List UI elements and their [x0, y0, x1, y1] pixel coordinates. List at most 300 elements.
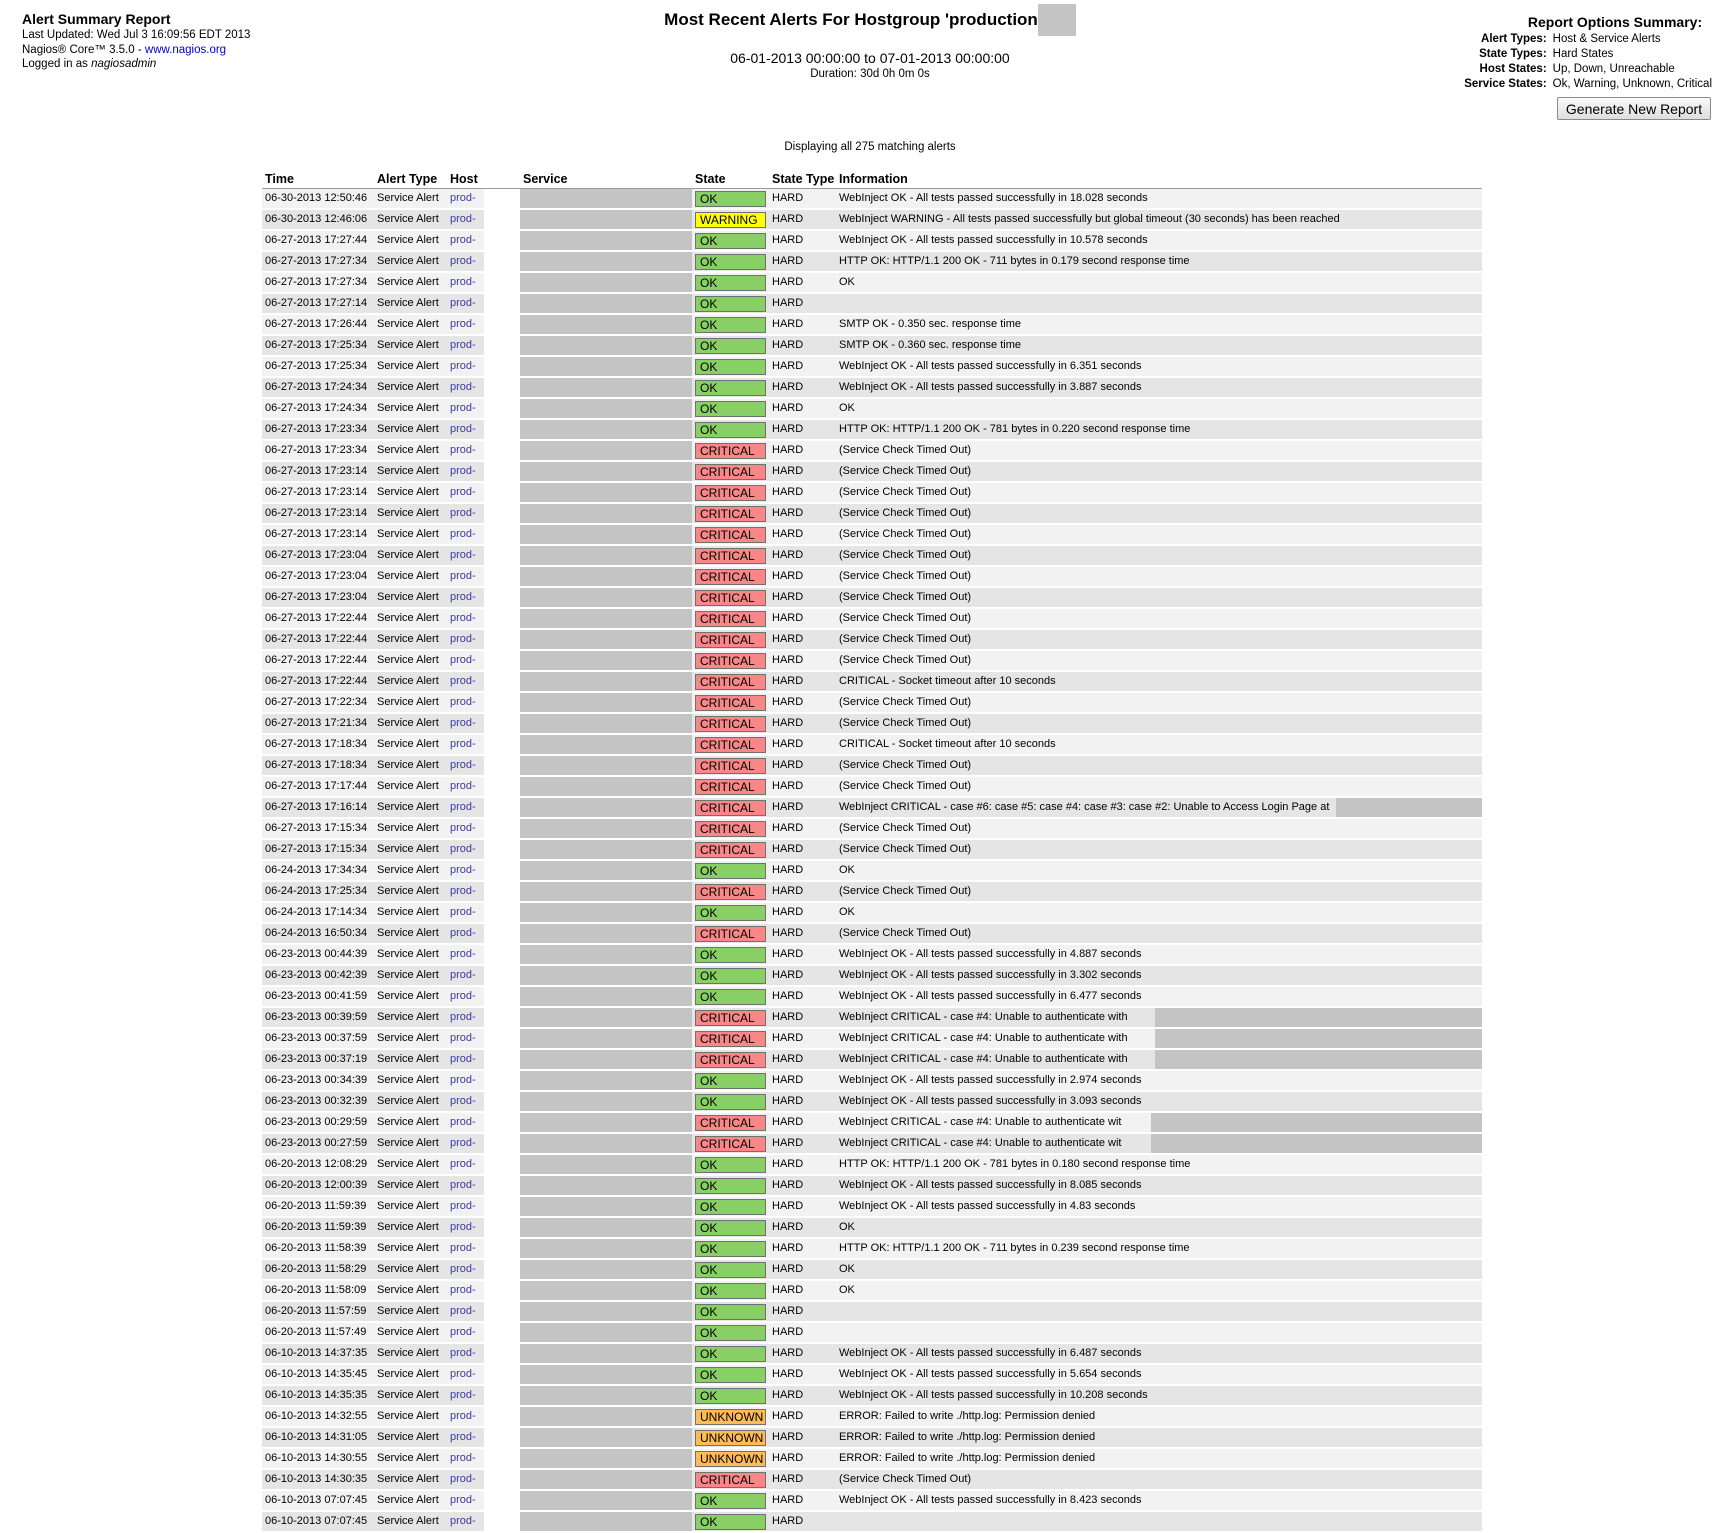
option-value: Hard States: [1552, 48, 1614, 60]
cell-service-redacted[interactable]: [520, 1322, 692, 1343]
cell-gap: [484, 797, 520, 818]
cell-host-link[interactable]: prod-: [447, 629, 484, 650]
cell-state-type: HARD: [769, 377, 836, 398]
state-badge: OK: [695, 296, 766, 312]
cell-host-link[interactable]: prod-: [447, 1196, 484, 1217]
cell-host-link[interactable]: prod-: [447, 377, 484, 398]
state-badge: OK: [695, 1388, 766, 1404]
redacted-block: [1155, 1008, 1482, 1027]
cell-alert-type: Service Alert: [374, 356, 447, 377]
cell-host-link[interactable]: prod-: [447, 776, 484, 797]
cell-host-link[interactable]: prod-: [447, 797, 484, 818]
cell-time: 06-27-2013 17:21:34: [262, 713, 374, 734]
cell-time: 06-27-2013 17:24:34: [262, 377, 374, 398]
cell-service-redacted[interactable]: [520, 440, 692, 461]
col-service[interactable]: Service: [520, 170, 692, 189]
cell-service-redacted[interactable]: [520, 944, 692, 965]
state-badge: OK: [695, 191, 766, 207]
cell-service-redacted[interactable]: [520, 923, 692, 944]
cell-host-link[interactable]: prod-: [447, 650, 484, 671]
cell-host-link[interactable]: prod-: [447, 335, 484, 356]
cell-service-redacted[interactable]: [520, 1028, 692, 1049]
cell-host-link[interactable]: prod-: [447, 1301, 484, 1322]
state-badge: CRITICAL: [695, 611, 766, 627]
cell-service-redacted[interactable]: [520, 755, 692, 776]
cell-state-type: HARD: [769, 461, 836, 482]
information-text: WebInject OK - All tests passed successfully in 4.887 seconds: [839, 948, 1142, 960]
cell-gap: [484, 1385, 520, 1406]
cell-gap: [484, 860, 520, 881]
cell-information: [836, 272, 1482, 293]
cell-service-redacted[interactable]: [520, 776, 692, 797]
cell-state: [692, 272, 769, 293]
table-row: [262, 272, 1482, 293]
cell-gap: [484, 461, 520, 482]
cell-service-redacted[interactable]: [520, 189, 692, 210]
table-row: [262, 1070, 1482, 1091]
table-row: [262, 650, 1482, 671]
table-row: [262, 293, 1482, 314]
cell-service-redacted[interactable]: [520, 1259, 692, 1280]
cell-state-type: HARD: [769, 1133, 836, 1154]
cell-alert-type: Service Alert: [374, 1406, 447, 1427]
cell-host-link[interactable]: prod-: [447, 1259, 484, 1280]
information-text: ERROR: Failed to write ./http.log: Permission denied: [839, 1431, 1096, 1443]
cell-host-link[interactable]: prod-: [447, 1469, 484, 1490]
table-row: [262, 356, 1482, 377]
cell-information: [836, 1490, 1482, 1511]
cell-service-redacted[interactable]: [520, 692, 692, 713]
cell-host-link[interactable]: prod-: [447, 230, 484, 251]
cell-gap: [484, 755, 520, 776]
table-row: [262, 1007, 1482, 1028]
cell-time: 06-27-2013 17:24:34: [262, 398, 374, 419]
cell-service-redacted[interactable]: [520, 398, 692, 419]
cell-host-link[interactable]: prod-: [447, 923, 484, 944]
cell-time: 06-27-2013 17:23:14: [262, 482, 374, 503]
cell-host-link[interactable]: prod-: [447, 440, 484, 461]
table-row: [262, 230, 1482, 251]
cell-state-type: HARD: [769, 671, 836, 692]
table-row: [262, 1406, 1482, 1427]
cell-state: [692, 461, 769, 482]
cell-service-redacted[interactable]: [520, 797, 692, 818]
cell-host-link[interactable]: prod-: [447, 755, 484, 776]
cell-service-redacted[interactable]: [520, 293, 692, 314]
information-text: WebInject OK - All tests passed successfully in 8.085 seconds: [839, 1179, 1142, 1191]
information-text: (Service Check Timed Out): [839, 486, 972, 498]
username: nagiosadmin: [91, 58, 157, 70]
cell-host-link[interactable]: prod-: [447, 1385, 484, 1406]
cell-service-redacted[interactable]: [520, 356, 692, 377]
cell-alert-type: Service Alert: [374, 1490, 447, 1511]
cell-alert-type: Service Alert: [374, 1238, 447, 1259]
state-badge: CRITICAL: [695, 674, 766, 690]
cell-state: [692, 545, 769, 566]
cell-information: [836, 629, 1482, 650]
cell-service-redacted[interactable]: [520, 1280, 692, 1301]
cell-service-redacted[interactable]: [520, 377, 692, 398]
cell-state-type: HARD: [769, 440, 836, 461]
last-updated: Last Updated: Wed Jul 3 16:09:56 EDT 2013: [22, 29, 251, 41]
cell-service-redacted[interactable]: [520, 1196, 692, 1217]
cell-service-redacted[interactable]: [520, 587, 692, 608]
option-label: Alert Types:: [1481, 33, 1547, 45]
cell-host-link[interactable]: prod-: [447, 818, 484, 839]
cell-time: 06-27-2013 17:27:14: [262, 293, 374, 314]
cell-state: [692, 503, 769, 524]
col-time[interactable]: Time: [262, 170, 374, 189]
cell-alert-type: Service Alert: [374, 1028, 447, 1049]
table-row: [262, 1175, 1482, 1196]
cell-state: [692, 1469, 769, 1490]
cell-host-link[interactable]: prod-: [447, 1238, 484, 1259]
cell-alert-type: Service Alert: [374, 608, 447, 629]
cell-host-link[interactable]: prod-: [447, 986, 484, 1007]
col-state-type[interactable]: State Type: [769, 170, 836, 189]
cell-host-link[interactable]: prod-: [447, 608, 484, 629]
cell-service-redacted[interactable]: [520, 1364, 692, 1385]
cell-service-redacted[interactable]: [520, 629, 692, 650]
cell-gap: [484, 608, 520, 629]
nagios-link[interactable]: www.nagios.org: [144, 43, 227, 56]
cell-alert-type: Service Alert: [374, 923, 447, 944]
cell-service-redacted[interactable]: [520, 965, 692, 986]
cell-state-type: HARD: [769, 230, 836, 251]
cell-gap: [484, 377, 520, 398]
cell-host-link[interactable]: prod-: [447, 1028, 484, 1049]
cell-service-redacted[interactable]: [520, 1301, 692, 1322]
cell-gap: [484, 1112, 520, 1133]
cell-state: [692, 839, 769, 860]
cell-information: [836, 986, 1482, 1007]
cell-service-redacted[interactable]: [520, 545, 692, 566]
cell-service-redacted[interactable]: [520, 1133, 692, 1154]
cell-gap: [484, 293, 520, 314]
cell-host-link[interactable]: prod-: [447, 1049, 484, 1070]
cell-host-link[interactable]: prod-: [447, 293, 484, 314]
cell-alert-type: Service Alert: [374, 314, 447, 335]
state-badge: CRITICAL: [695, 485, 766, 501]
col-information[interactable]: Information: [836, 170, 1482, 189]
cell-host-link[interactable]: prod-: [447, 734, 484, 755]
cell-alert-type: Service Alert: [374, 860, 447, 881]
cell-service-redacted[interactable]: [520, 1091, 692, 1112]
cell-alert-type: Service Alert: [374, 1280, 447, 1301]
cell-host-link[interactable]: prod-: [447, 671, 484, 692]
table-row: [262, 671, 1482, 692]
cell-host-link[interactable]: prod-: [447, 587, 484, 608]
cell-state-type: HARD: [769, 1028, 836, 1049]
cell-service-redacted[interactable]: [520, 482, 692, 503]
cell-service-redacted[interactable]: [520, 1070, 692, 1091]
state-badge: OK: [695, 968, 766, 984]
cell-host-link[interactable]: prod-: [447, 881, 484, 902]
table-row: [262, 1343, 1482, 1364]
col-state[interactable]: State: [692, 170, 769, 189]
cell-host-link[interactable]: prod-: [447, 314, 484, 335]
cell-service-redacted[interactable]: [520, 503, 692, 524]
cell-gap: [484, 1280, 520, 1301]
table-row: [262, 839, 1482, 860]
cell-information: [836, 1133, 1482, 1154]
cell-service-redacted[interactable]: [520, 209, 692, 230]
state-badge: CRITICAL: [695, 548, 766, 564]
cell-time: 06-23-2013 00:27:59: [262, 1133, 374, 1154]
cell-alert-type: Service Alert: [374, 692, 447, 713]
state-badge: OK: [695, 1073, 766, 1089]
cell-service-redacted[interactable]: [520, 902, 692, 923]
cell-service-redacted[interactable]: [520, 650, 692, 671]
cell-information: [836, 293, 1482, 314]
cell-host-link[interactable]: prod-: [447, 1070, 484, 1091]
cell-state: [692, 881, 769, 902]
cell-state-type: HARD: [769, 482, 836, 503]
cell-gap: [484, 734, 520, 755]
state-badge: OK: [695, 254, 766, 270]
cell-service-redacted[interactable]: [520, 818, 692, 839]
cell-time: 06-27-2013 17:22:44: [262, 650, 374, 671]
table-row: [262, 881, 1482, 902]
cell-information: [836, 734, 1482, 755]
state-badge: CRITICAL: [695, 1052, 766, 1068]
cell-state-type: HARD: [769, 1217, 836, 1238]
cell-service-redacted[interactable]: [520, 1511, 692, 1532]
cell-host-link[interactable]: prod-: [447, 1280, 484, 1301]
cell-host-link[interactable]: prod-: [447, 461, 484, 482]
cell-service-redacted[interactable]: [520, 419, 692, 440]
state-badge: CRITICAL: [695, 1115, 766, 1131]
cell-service-redacted[interactable]: [520, 1049, 692, 1070]
information-text: OK: [839, 1221, 855, 1233]
cell-time: 06-20-2013 11:57:59: [262, 1301, 374, 1322]
state-badge: OK: [695, 275, 766, 291]
cell-information: [836, 566, 1482, 587]
cell-state: [692, 755, 769, 776]
cell-service-redacted[interactable]: [520, 1343, 692, 1364]
cell-host-link[interactable]: prod-: [447, 1490, 484, 1511]
cell-host-link[interactable]: prod-: [447, 902, 484, 923]
cell-gap: [484, 650, 520, 671]
cell-alert-type: Service Alert: [374, 398, 447, 419]
cell-service-redacted[interactable]: [520, 986, 692, 1007]
cell-time: 06-10-2013 14:32:55: [262, 1406, 374, 1427]
cell-gap: [484, 1091, 520, 1112]
cell-host-link[interactable]: prod-: [447, 1511, 484, 1532]
cell-service-redacted[interactable]: [520, 713, 692, 734]
cell-time: 06-23-2013 00:44:39: [262, 944, 374, 965]
options-table: [1461, 32, 1715, 92]
cell-host-link[interactable]: prod-: [447, 545, 484, 566]
cell-service-redacted[interactable]: [520, 461, 692, 482]
cell-alert-type: Service Alert: [374, 1112, 447, 1133]
cell-information: [836, 335, 1482, 356]
cell-time: 06-20-2013 12:08:29: [262, 1154, 374, 1175]
cell-time: 06-27-2013 17:23:04: [262, 545, 374, 566]
cell-host-link[interactable]: prod-: [447, 1217, 484, 1238]
state-badge: OK: [695, 1178, 766, 1194]
cell-host-link[interactable]: prod-: [447, 189, 484, 210]
information-text: (Service Check Timed Out): [839, 1473, 972, 1485]
cell-host-link[interactable]: prod-: [447, 1175, 484, 1196]
redacted-block: [1151, 1134, 1482, 1153]
cell-state-type: HARD: [769, 965, 836, 986]
cell-host-link[interactable]: prod-: [447, 692, 484, 713]
cell-host-link[interactable]: prod-: [447, 860, 484, 881]
table-row: [262, 524, 1482, 545]
cell-service-redacted[interactable]: [520, 1217, 692, 1238]
cell-service-redacted[interactable]: [520, 1406, 692, 1427]
cell-state-type: HARD: [769, 1259, 836, 1280]
cell-time: 06-27-2013 17:23:04: [262, 587, 374, 608]
cell-host-link[interactable]: prod-: [447, 1427, 484, 1448]
cell-host-link[interactable]: prod-: [447, 251, 484, 272]
cell-state: [692, 1343, 769, 1364]
cell-time: 06-10-2013 07:07:45: [262, 1490, 374, 1511]
table-row: [262, 1280, 1482, 1301]
table-row: [262, 440, 1482, 461]
cell-host-link[interactable]: prod-: [447, 524, 484, 545]
cell-time: 06-27-2013 17:27:34: [262, 272, 374, 293]
cell-host-link[interactable]: prod-: [447, 503, 484, 524]
table-row: [262, 1028, 1482, 1049]
option-row: [1461, 47, 1715, 62]
cell-information: [836, 461, 1482, 482]
cell-state-type: HARD: [769, 986, 836, 1007]
cell-state-type: HARD: [769, 293, 836, 314]
cell-state-type: HARD: [769, 524, 836, 545]
information-text: WebInject OK - All tests passed successfully in 3.302 seconds: [839, 969, 1142, 981]
cell-state: [692, 189, 769, 210]
cell-information: [836, 944, 1482, 965]
state-badge: CRITICAL: [695, 779, 766, 795]
table-row: [262, 1196, 1482, 1217]
cell-state: [692, 1112, 769, 1133]
cell-host-link[interactable]: prod-: [447, 1343, 484, 1364]
cell-host-link[interactable]: prod-: [447, 1154, 484, 1175]
cell-time: 06-27-2013 17:22:34: [262, 692, 374, 713]
cell-service-redacted[interactable]: [520, 251, 692, 272]
cell-service-redacted[interactable]: [520, 608, 692, 629]
cell-service-redacted[interactable]: [520, 1238, 692, 1259]
table-row: [262, 902, 1482, 923]
cell-host-link[interactable]: prod-: [447, 272, 484, 293]
cell-host-link[interactable]: prod-: [447, 1007, 484, 1028]
cell-state-type: HARD: [769, 1406, 836, 1427]
cell-information: [836, 860, 1482, 881]
state-badge: CRITICAL: [695, 716, 766, 732]
cell-state-type: HARD: [769, 1175, 836, 1196]
cell-state-type: HARD: [769, 1322, 836, 1343]
state-badge: OK: [695, 1346, 766, 1362]
option-row: [1461, 62, 1715, 77]
generate-new-report-button[interactable]: Generate New Report: [1557, 97, 1711, 120]
table-row: [262, 1511, 1482, 1532]
report-type-title: Alert Summary Report: [22, 11, 171, 27]
cell-service-redacted[interactable]: [520, 671, 692, 692]
cell-service-redacted[interactable]: [520, 314, 692, 335]
cell-gap: [484, 209, 520, 230]
cell-service-redacted[interactable]: [520, 566, 692, 587]
cell-alert-type: Service Alert: [374, 671, 447, 692]
cell-service-redacted[interactable]: [520, 335, 692, 356]
cell-service-redacted[interactable]: [520, 524, 692, 545]
cell-host-link[interactable]: prod-: [447, 482, 484, 503]
col-host[interactable]: Host: [447, 170, 484, 189]
cell-information: [836, 650, 1482, 671]
cell-host-link[interactable]: prod-: [447, 1112, 484, 1133]
cell-host-link[interactable]: prod-: [447, 398, 484, 419]
cell-host-link[interactable]: prod-: [447, 713, 484, 734]
cell-state-type: HARD: [769, 566, 836, 587]
cell-service-redacted[interactable]: [520, 1112, 692, 1133]
cell-host-link[interactable]: prod-: [447, 1133, 484, 1154]
col-alert-type[interactable]: Alert Type: [374, 170, 447, 189]
cell-service-redacted[interactable]: [520, 272, 692, 293]
cell-host-link[interactable]: prod-: [447, 1091, 484, 1112]
cell-host-link[interactable]: prod-: [447, 1322, 484, 1343]
cell-alert-type: Service Alert: [374, 1196, 447, 1217]
cell-time: 06-23-2013 00:37:19: [262, 1049, 374, 1070]
cell-host-link[interactable]: prod-: [447, 839, 484, 860]
cell-time: 06-27-2013 17:16:14: [262, 797, 374, 818]
cell-host-link[interactable]: prod-: [447, 209, 484, 230]
cell-state-type: HARD: [769, 1049, 836, 1070]
cell-state: [692, 482, 769, 503]
cell-state: [692, 1385, 769, 1406]
cell-time: 06-20-2013 11:58:39: [262, 1238, 374, 1259]
cell-service-redacted[interactable]: [520, 1469, 692, 1490]
cell-alert-type: Service Alert: [374, 440, 447, 461]
options-title: Report Options Summary:: [1527, 14, 1703, 30]
cell-time: 06-23-2013 00:37:59: [262, 1028, 374, 1049]
cell-alert-type: Service Alert: [374, 1259, 447, 1280]
cell-host-link[interactable]: prod-: [447, 566, 484, 587]
cell-host-link[interactable]: prod-: [447, 356, 484, 377]
cell-service-redacted[interactable]: [520, 1175, 692, 1196]
cell-host-link[interactable]: prod-: [447, 1364, 484, 1385]
cell-host-link[interactable]: prod-: [447, 944, 484, 965]
cell-service-redacted[interactable]: [520, 881, 692, 902]
cell-host-link[interactable]: prod-: [447, 965, 484, 986]
cell-gap: [484, 566, 520, 587]
cell-information: [836, 1070, 1482, 1091]
cell-service-redacted[interactable]: [520, 839, 692, 860]
cell-service-redacted[interactable]: [520, 1448, 692, 1469]
cell-host-link[interactable]: prod-: [447, 1406, 484, 1427]
cell-state: [692, 1259, 769, 1280]
cell-service-redacted[interactable]: [520, 734, 692, 755]
cell-service-redacted[interactable]: [520, 1385, 692, 1406]
cell-service-redacted[interactable]: [520, 1427, 692, 1448]
cell-information: [836, 713, 1482, 734]
cell-gap: [484, 692, 520, 713]
information-text: WebInject CRITICAL - case #4: Unable to authenticate wit: [839, 1116, 1122, 1128]
information-text: WebInject CRITICAL - case #6: case #5: case #4: case #3: case #2: Unable to Access Login Page at: [839, 801, 1330, 813]
cell-service-redacted[interactable]: [520, 230, 692, 251]
cell-host-link[interactable]: prod-: [447, 1448, 484, 1469]
cell-information: [836, 776, 1482, 797]
cell-service-redacted[interactable]: [520, 860, 692, 881]
cell-time: 06-27-2013 17:15:34: [262, 839, 374, 860]
cell-alert-type: Service Alert: [374, 1091, 447, 1112]
cell-service-redacted[interactable]: [520, 1154, 692, 1175]
cell-host-link[interactable]: prod-: [447, 419, 484, 440]
cell-service-redacted[interactable]: [520, 1490, 692, 1511]
cell-service-redacted[interactable]: [520, 1007, 692, 1028]
table-row: [262, 608, 1482, 629]
cell-gap: [484, 986, 520, 1007]
